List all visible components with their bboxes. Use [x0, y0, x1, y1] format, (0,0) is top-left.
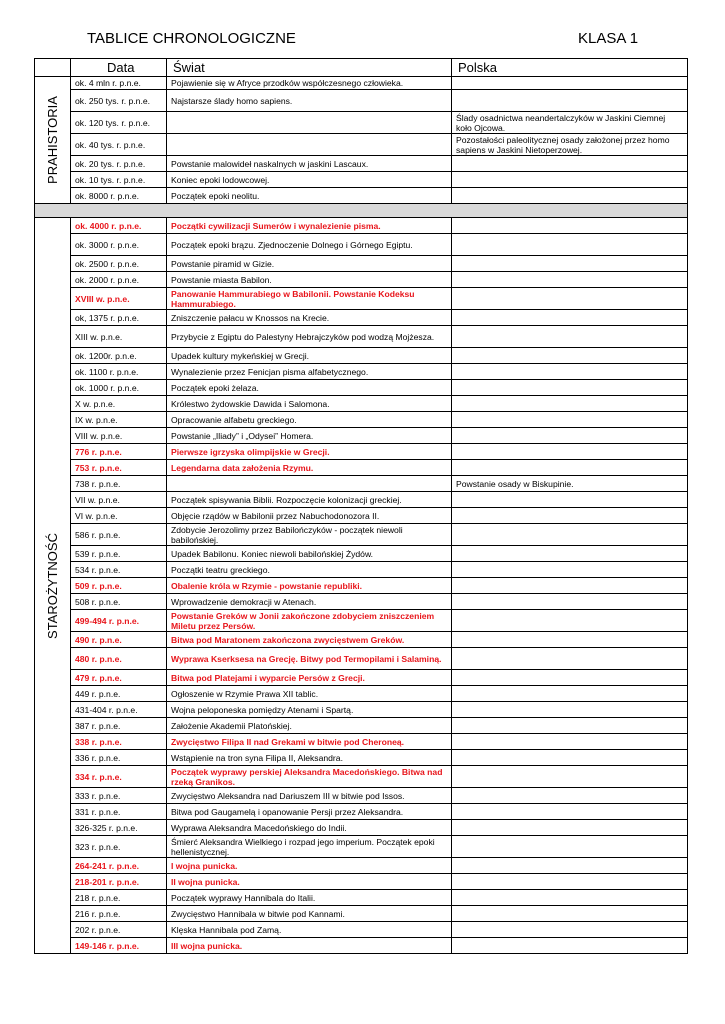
era-label-cell [35, 77, 71, 204]
poland-event-cell [452, 562, 688, 578]
table-row [35, 412, 688, 428]
date-cell: 218 r. p.n.e. [71, 890, 167, 906]
table-row [35, 890, 688, 906]
date-cell: 387 r. p.n.e. [71, 718, 167, 734]
table-row [35, 428, 688, 444]
world-event-cell: Zdobycie Jerozolimy przez Babilończyków - początek niewoli babilońskiej. [167, 524, 452, 546]
table-row [35, 686, 688, 702]
world-event-cell: Powstanie Greków w Jonii zakończone zdobyciem zniszczeniem Miletu przez Persów. [167, 610, 452, 632]
table-row [35, 272, 688, 288]
world-event-cell: Upadek Babilonu. Koniec niewoli babilońskiej Żydów. [167, 546, 452, 562]
world-event-cell: Początek wyprawy Hannibala do Italii. [167, 890, 452, 906]
poland-event-cell [452, 546, 688, 562]
table-row [35, 524, 688, 546]
world-event-cell: Wynalezienie przez Fenicjan pisma alfabetycznego. [167, 364, 452, 380]
table-row [35, 134, 688, 156]
table-row [35, 156, 688, 172]
poland-event-cell [452, 788, 688, 804]
date-cell: 480 r. p.n.e. [71, 648, 167, 670]
world-event-cell: Bitwa pod Platejami i wyparcie Persów z Grecji. [167, 670, 452, 686]
world-event-cell: Wojna peloponeska pomiędzy Atenami i Spartą. [167, 702, 452, 718]
chronology-body [35, 77, 688, 954]
date-cell: 326-325 r. p.n.e. [71, 820, 167, 836]
table-row [35, 874, 688, 890]
world-event-cell: Bitwa pod Gaugamelą i opanowanie Persji przez Aleksandra. [167, 804, 452, 820]
date-cell: ok. 3000 r. p.n.e. [71, 234, 167, 256]
world-event-cell: Wyprawa Kserksesa na Grecję. Bitwy pod Termopilami i Salaminą. [167, 648, 452, 670]
date-cell: 776 r. p.n.e. [71, 444, 167, 460]
date-cell: ok. 2500 r. p.n.e. [71, 256, 167, 272]
date-cell: ok. 4000 r. p.n.e. [71, 218, 167, 234]
table-row [35, 508, 688, 524]
world-event-cell: Powstanie malowideł naskalnych w jaskini Lascaux. [167, 156, 452, 172]
poland-column-header: Polska [452, 59, 688, 77]
table-row [35, 938, 688, 954]
date-cell: ok. 20 tys. r. p.n.e. [71, 156, 167, 172]
table-row [35, 460, 688, 476]
poland-event-cell [452, 428, 688, 444]
world-event-cell [167, 112, 452, 134]
date-cell: 479 r. p.n.e. [71, 670, 167, 686]
poland-event-cell [452, 594, 688, 610]
era-label-cell [35, 218, 71, 954]
world-event-cell: Wstąpienie na tron syna Filipa II, Aleksandra. [167, 750, 452, 766]
world-event-cell: Objęcie rządów w Babilonii przez Nabuchodonozora II. [167, 508, 452, 524]
date-cell: 336 r. p.n.e. [71, 750, 167, 766]
date-cell: 202 r. p.n.e. [71, 922, 167, 938]
poland-event-cell [452, 610, 688, 632]
date-cell: 534 r. p.n.e. [71, 562, 167, 578]
date-cell: 449 r. p.n.e. [71, 686, 167, 702]
poland-event-cell [452, 820, 688, 836]
table-row [35, 90, 688, 112]
table-row [35, 734, 688, 750]
world-event-cell: Powstanie piramid w Gizie. [167, 256, 452, 272]
table-row [35, 788, 688, 804]
date-cell: IX w. p.n.e. [71, 412, 167, 428]
world-event-cell: Śmierć Aleksandra Wielkiego i rozpad jego imperium. Początek epoki hellenistycznej. [167, 836, 452, 858]
date-cell: 338 r. p.n.e. [71, 734, 167, 750]
poland-event-cell [452, 632, 688, 648]
table-row [35, 364, 688, 380]
poland-event-cell [452, 348, 688, 364]
poland-event-cell [452, 272, 688, 288]
date-cell: ok. 40 tys. r. p.n.e. [71, 134, 167, 156]
table-row [35, 492, 688, 508]
table-row [35, 804, 688, 820]
poland-event-cell [452, 906, 688, 922]
poland-event-cell [452, 508, 688, 524]
table-row [35, 112, 688, 134]
date-cell: ok. 1100 r. p.n.e. [71, 364, 167, 380]
table-row [35, 750, 688, 766]
world-event-cell: Królestwo żydowskie Dawida i Salomona. [167, 396, 452, 412]
date-cell: 334 r. p.n.e. [71, 766, 167, 788]
poland-event-cell: Powstanie osady w Biskupinie. [452, 476, 688, 492]
table-row [35, 172, 688, 188]
table-row [35, 77, 688, 90]
poland-event-cell [452, 718, 688, 734]
world-event-cell: Koniec epoki lodowcowej. [167, 172, 452, 188]
poland-event-cell [452, 326, 688, 348]
table-row [35, 380, 688, 396]
table-row [35, 348, 688, 364]
table-row [35, 632, 688, 648]
world-event-cell: Początek epoki neolitu. [167, 188, 452, 204]
table-row [35, 326, 688, 348]
poland-event-cell [452, 188, 688, 204]
date-cell: 539 r. p.n.e. [71, 546, 167, 562]
table-row [35, 188, 688, 204]
poland-event-cell [452, 938, 688, 954]
world-event-cell: Początek spisywania Biblii. Rozpoczęcie kolonizacji greckiej. [167, 492, 452, 508]
world-event-cell [167, 476, 452, 492]
date-cell: 323 r. p.n.e. [71, 836, 167, 858]
poland-event-cell [452, 77, 688, 90]
poland-event-cell [452, 874, 688, 890]
world-event-cell: Zwycięstwo Aleksandra nad Dariuszem III w bitwie pod Issos. [167, 788, 452, 804]
date-cell: X w. p.n.e. [71, 396, 167, 412]
date-cell: 216 r. p.n.e. [71, 906, 167, 922]
world-event-cell: Pojawienie się w Afryce przodków współczesnego człowieka. [167, 77, 452, 90]
world-event-cell: Powstanie „Iliady” i „Odysei” Homera. [167, 428, 452, 444]
poland-event-cell [452, 858, 688, 874]
world-event-cell: Powstanie miasta Babilon. [167, 272, 452, 288]
poland-event-cell [452, 380, 688, 396]
date-cell: 431-404 r. p.n.e. [71, 702, 167, 718]
chronology-table [34, 58, 688, 954]
world-event-cell: Wprowadzenie demokracji w Atenach. [167, 594, 452, 610]
world-event-cell: Legendarna data założenia Rzymu. [167, 460, 452, 476]
poland-event-cell [452, 734, 688, 750]
date-cell: VI w. p.n.e. [71, 508, 167, 524]
poland-event-cell [452, 670, 688, 686]
poland-event-cell [452, 648, 688, 670]
poland-event-cell [452, 288, 688, 310]
world-event-cell: Przybycie z Egiptu do Palestyny Hebrajczyków pod wodzą Mojżesza. [167, 326, 452, 348]
world-event-cell: Panowanie Hammurabiego w Babilonii. Powstanie Kodeksu Hammurabiego. [167, 288, 452, 310]
table-row [35, 922, 688, 938]
table-row [35, 234, 688, 256]
date-cell: ok. 1000 r. p.n.e. [71, 380, 167, 396]
poland-event-cell [452, 364, 688, 380]
date-cell: XVIII w. p.n.e. [71, 288, 167, 310]
world-event-cell: Początek epoki brązu. Zjednoczenie Dolnego i Górnego Egiptu. [167, 234, 452, 256]
table-row [35, 288, 688, 310]
poland-event-cell [452, 412, 688, 428]
date-cell: 218-201 r. p.n.e. [71, 874, 167, 890]
poland-event-cell [452, 804, 688, 820]
poland-event-cell [452, 750, 688, 766]
date-cell: 753 r. p.n.e. [71, 460, 167, 476]
era-separator-cell [35, 204, 688, 218]
date-cell: 738 r. p.n.e. [71, 476, 167, 492]
date-cell: ok. 4 mln r. p.n.e. [71, 77, 167, 90]
world-event-cell: I wojna punicka. [167, 858, 452, 874]
date-cell: ok. 1200r. p.n.e. [71, 348, 167, 364]
poland-event-cell [452, 492, 688, 508]
world-event-cell: Bitwa pod Maratonem zakończona zwycięstwem Greków. [167, 632, 452, 648]
date-cell: ok. 10 tys. r. p.n.e. [71, 172, 167, 188]
table-row [35, 820, 688, 836]
world-event-cell [167, 134, 452, 156]
poland-event-cell [452, 836, 688, 858]
table-row [35, 476, 688, 492]
table-row [35, 670, 688, 686]
table-row [35, 594, 688, 610]
table-row [35, 562, 688, 578]
world-event-cell: II wojna punicka. [167, 874, 452, 890]
date-cell: 509 r. p.n.e. [71, 578, 167, 594]
date-cell: ok. 8000 r. p.n.e. [71, 188, 167, 204]
date-cell: ok. 2000 r. p.n.e. [71, 272, 167, 288]
table-row [35, 610, 688, 632]
table-row [35, 444, 688, 460]
world-event-cell: Obalenie króla w Rzymie - powstanie republiki. [167, 578, 452, 594]
date-cell: ok. 250 tys. r. p.n.e. [71, 90, 167, 112]
world-event-cell: Klęska Hannibala pod Zamą. [167, 922, 452, 938]
world-event-cell: Pierwsze igrzyska olimpijskie w Grecji. [167, 444, 452, 460]
table-row [35, 578, 688, 594]
date-cell: 508 r. p.n.e. [71, 594, 167, 610]
table-row [35, 836, 688, 858]
world-event-cell: III wojna punicka. [167, 938, 452, 954]
poland-event-cell [452, 460, 688, 476]
table-row [35, 256, 688, 272]
date-cell: XIII w. p.n.e. [71, 326, 167, 348]
date-cell: ok. 120 tys. r. p.n.e. [71, 112, 167, 134]
date-cell: VIII w. p.n.e. [71, 428, 167, 444]
poland-event-cell: Ślady osadnictwa neandertalczyków w Jaskini Ciemnej koło Ojcowa. [452, 112, 688, 134]
era-separator [35, 204, 688, 218]
world-event-cell: Wyprawa Aleksandra Macedońskiego do Indii. [167, 820, 452, 836]
class-label: KLASA 1 [578, 30, 639, 47]
date-cell: VII w. p.n.e. [71, 492, 167, 508]
date-cell: 149-146 r. p.n.e. [71, 938, 167, 954]
date-cell: 586 r. p.n.e. [71, 524, 167, 546]
table-row [35, 396, 688, 412]
poland-event-cell [452, 702, 688, 718]
poland-event-cell [452, 234, 688, 256]
world-column-header: Świat [167, 59, 452, 77]
table-row [35, 718, 688, 734]
world-event-cell: Najstarsze ślady homo sapiens. [167, 90, 452, 112]
date-cell: 331 r. p.n.e. [71, 804, 167, 820]
poland-event-cell [452, 890, 688, 906]
page-title: TABLICE CHRONOLOGICZNE [87, 30, 296, 47]
poland-event-cell [452, 444, 688, 460]
world-event-cell: Zwycięstwo Hannibala w bitwie pod Kannami. [167, 906, 452, 922]
date-cell: 490 r. p.n.e. [71, 632, 167, 648]
date-column-header: Data [71, 59, 167, 77]
era-label: STAROŻYTNOŚĆ [44, 532, 60, 639]
poland-event-cell [452, 172, 688, 188]
poland-event-cell: Pozostałości paleolitycznej osady założonej przez homo sapiens w Jaskini Nietoperzowej. [452, 134, 688, 156]
poland-event-cell [452, 156, 688, 172]
world-event-cell: Założenie Akademii Platońskiej. [167, 718, 452, 734]
poland-event-cell [452, 524, 688, 546]
table-row [35, 906, 688, 922]
table-row [35, 218, 688, 234]
poland-event-cell [452, 90, 688, 112]
world-event-cell: Zniszczenie pałacu w Knossos na Krecie. [167, 310, 452, 326]
poland-event-cell [452, 256, 688, 272]
world-event-cell: Zwycięstwo Filipa II nad Grekami w bitwie pod Cheroneą. [167, 734, 452, 750]
world-event-cell: Początki teatru greckiego. [167, 562, 452, 578]
era-label: PRAHISTORIA [44, 96, 60, 184]
era-column-header [35, 59, 71, 77]
table-row [35, 648, 688, 670]
poland-event-cell [452, 310, 688, 326]
date-cell: 499-494 r. p.n.e. [71, 610, 167, 632]
poland-event-cell [452, 578, 688, 594]
poland-event-cell [452, 922, 688, 938]
table-row [35, 310, 688, 326]
world-event-cell: Początki cywilizacji Sumerów i wynalezienie pisma. [167, 218, 452, 234]
poland-event-cell [452, 766, 688, 788]
table-row [35, 702, 688, 718]
world-event-cell: Ogłoszenie w Rzymie Prawa XII tablic. [167, 686, 452, 702]
world-event-cell: Opracowanie alfabetu greckiego. [167, 412, 452, 428]
poland-event-cell [452, 218, 688, 234]
world-event-cell: Początek epoki żelaza. [167, 380, 452, 396]
world-event-cell: Upadek kultury mykeńskiej w Grecji. [167, 348, 452, 364]
date-cell: 333 r. p.n.e. [71, 788, 167, 804]
table-row [35, 546, 688, 562]
date-cell: ok, 1375 r. p.n.e. [71, 310, 167, 326]
table-header-row [35, 59, 688, 77]
table-row [35, 858, 688, 874]
poland-event-cell [452, 686, 688, 702]
world-event-cell: Początek wyprawy perskiej Aleksandra Macedońskiego. Bitwa nad rzeką Granikos. [167, 766, 452, 788]
poland-event-cell [452, 396, 688, 412]
date-cell: 264-241 r. p.n.e. [71, 858, 167, 874]
table-row [35, 766, 688, 788]
